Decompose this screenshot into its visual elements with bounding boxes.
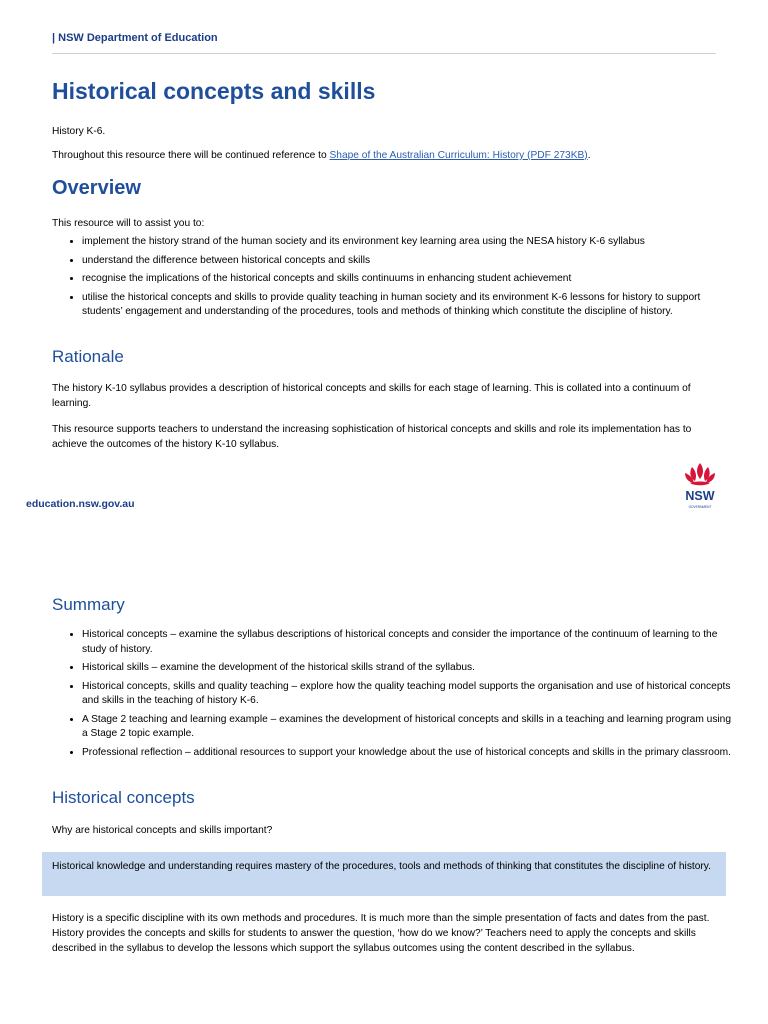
- list-item: • utilise the historical concepts and skills to provide quality teaching in human society and its environment K-6 lessons for history to support students’ engagement and understanding of the procedures, tools and methods of thinking which constitute the discipline of history.: [82, 291, 736, 320]
- overview-heading: Overview: [52, 177, 141, 199]
- waratah-icon: [678, 462, 722, 512]
- list-item: • Professional reflection – additional resources to support your knowledge about the use of historical concepts and skills in the primary classroom.: [82, 746, 736, 761]
- logo-wordmark: NSW: [685, 489, 715, 503]
- logo-subtext: GOVERNMENT: [688, 505, 712, 509]
- header-divider: [52, 53, 716, 54]
- rationale-paragraph-2: This resource supports teachers to understand the increasing sophistication of historical concepts and skills and role its implementation has to achieve the outcomes of the history K-10 syllabus.: [52, 424, 692, 450]
- list-item: • A Stage 2 teaching and learning example – examines the development of historical concepts and skills in a teaching and learning program using a Stage 2 topic example.: [82, 713, 736, 742]
- list-item: • understand the difference between historical concepts and skills: [82, 254, 736, 269]
- intro-subject: History K-6.: [52, 126, 106, 137]
- callout-text: Historical knowledge and understanding requires mastery of the procedures, tools and methods of thinking that constitutes the discipline of history.: [52, 861, 711, 872]
- overview-list: [52, 235, 736, 324]
- concepts-question: Why are historical concepts and skills important?: [52, 825, 273, 836]
- rationale-paragraph-1: The history K-10 syllabus provides a description of historical concepts and skills for each stage of learning. This is collated into a continuum of learning.: [52, 383, 691, 409]
- reference-suffix: .: [587, 150, 591, 161]
- curriculum-pdf-link[interactable]: Shape of the Australian Curriculum: History (PDF 273KB): [329, 150, 588, 161]
- list-item: • Historical skills – examine the development of the historical skills strand of the syllabus.: [82, 661, 736, 676]
- list-item: • recognise the implications of the historical concepts and skills continuums in enhancing student achievement: [82, 272, 736, 287]
- intro-reference: [52, 148, 716, 163]
- summary-list: [52, 628, 736, 764]
- concepts-body: History is a specific discipline with its own methods and procedures. It is much more than the simple presentation of facts and dates from the past. History provides the concepts and skills for students to answer the question, ‘how do we know?’ Teachers need to apply the concepts and skills described in the syllabus to develop the lessons which support the syllabus outcomes using the content described in the syllabus.: [52, 913, 710, 954]
- rationale-heading: Rationale: [52, 347, 124, 366]
- list-item: • Historical concepts – examine the syllabus descriptions of historical concepts and consider the importance of the continuum of learning to the study of history.: [82, 628, 736, 657]
- list-item: • implement the history strand of the human society and its environment key learning area using the NESA history K-6 syllabus: [82, 235, 736, 250]
- callout-box: [42, 852, 726, 896]
- page-title: Historical concepts and skills: [52, 78, 376, 104]
- historical-concepts-heading: Historical concepts: [52, 788, 195, 807]
- footer-website: education.nsw.gov.au: [26, 498, 135, 510]
- nsw-government-logo: [678, 462, 722, 512]
- reference-prefix: Throughout this resource there will be continued reference to: [52, 150, 330, 161]
- overview-lead: This resource will to assist you to:: [52, 218, 205, 229]
- department-header: | NSW Department of Education: [52, 32, 218, 44]
- summary-heading: Summary: [52, 595, 125, 614]
- list-item: • Historical concepts, skills and quality teaching – explore how the quality teaching model supports the organisation and use of historical concepts and skills in the teaching of history K-6.: [82, 680, 736, 709]
